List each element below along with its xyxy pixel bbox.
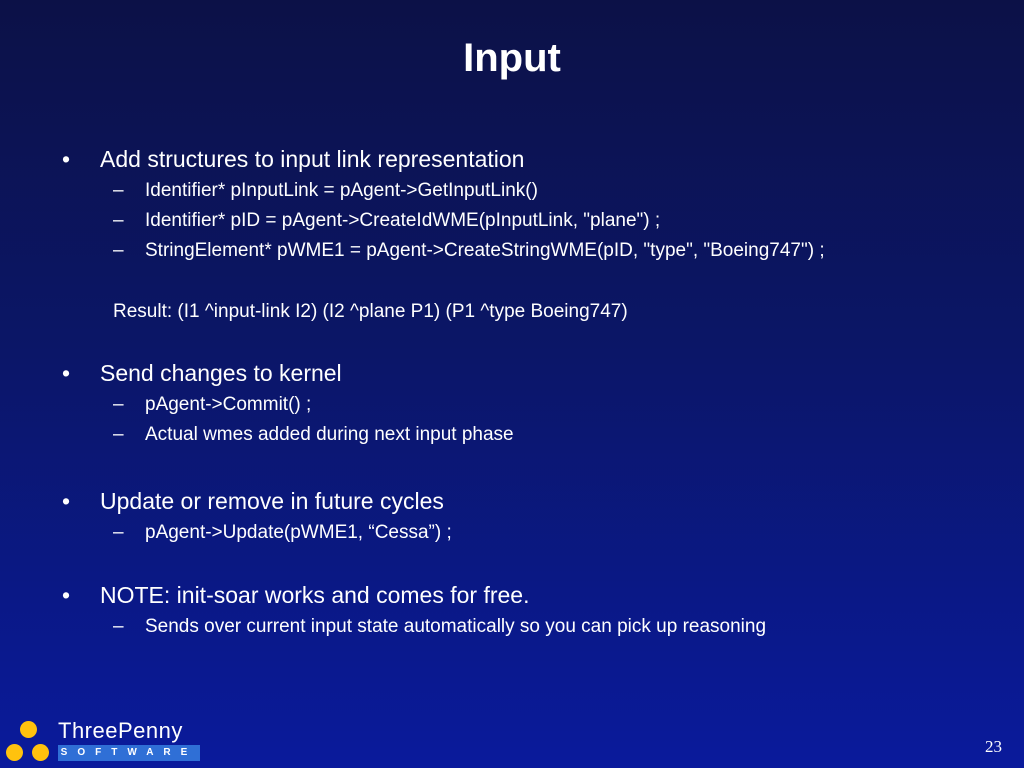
sub-marker: – — [113, 240, 124, 261]
coin-icon — [20, 721, 37, 738]
logo-subtitle: SOFTWARE — [58, 745, 200, 761]
sub-marker: – — [113, 616, 124, 637]
page-number: 23 — [985, 737, 1002, 756]
coin-icon — [32, 744, 49, 761]
logo-name: ThreePenny — [58, 718, 183, 743]
sub-text: Identifier* pID = pAgent->CreateIdWME(pInputLink, "plane") ; — [145, 210, 661, 231]
bullet-text: NOTE: init-soar works and comes for free. — [100, 582, 530, 608]
result-line: Result: (I1 ^input-link I2) (I2 ^plane P1) (P1 ^type Boeing747) — [113, 301, 628, 322]
bullet-marker: • — [62, 146, 71, 172]
sub-text: Actual wmes added during next input phase — [145, 424, 514, 445]
coin-icon — [6, 744, 23, 761]
bullet-4 — [62, 581, 529, 609]
slide-title: Input — [463, 36, 561, 80]
sub-text: pAgent->Commit() ; — [145, 394, 312, 415]
sub-text: StringElement* pWME1 = pAgent->CreateStringWME(pID, "type", "Boeing747") ; — [145, 240, 825, 261]
bullet-marker: • — [62, 488, 71, 514]
bullet-1 — [62, 145, 524, 173]
bullet-text: Add structures to input link representation — [100, 146, 525, 172]
sub-marker: – — [113, 180, 124, 201]
sub-item — [113, 423, 514, 447]
sub-text: pAgent->Update(pWME1, “Cessa”) ; — [145, 522, 452, 543]
sub-marker: – — [113, 210, 124, 231]
bullet-3 — [62, 487, 444, 515]
sub-text: Identifier* pInputLink = pAgent->GetInputLink() — [145, 180, 538, 201]
sub-marker: – — [113, 424, 124, 445]
sub-item — [113, 239, 825, 263]
sub-item — [113, 209, 660, 233]
sub-marker: – — [113, 522, 124, 543]
sub-item — [113, 521, 452, 545]
sub-item — [113, 179, 538, 203]
threepenny-logo — [6, 718, 206, 766]
sub-item — [113, 393, 311, 417]
sub-text: Sends over current input state automatically so you can pick up reasoning — [145, 616, 767, 637]
bullet-marker: • — [62, 582, 71, 608]
bullet-marker: • — [62, 360, 71, 386]
bullet-text: Update or remove in future cycles — [100, 488, 444, 514]
bullet-2 — [62, 359, 342, 387]
bullet-text: Send changes to kernel — [100, 360, 342, 386]
sub-marker: – — [113, 394, 124, 415]
sub-item — [113, 615, 766, 639]
